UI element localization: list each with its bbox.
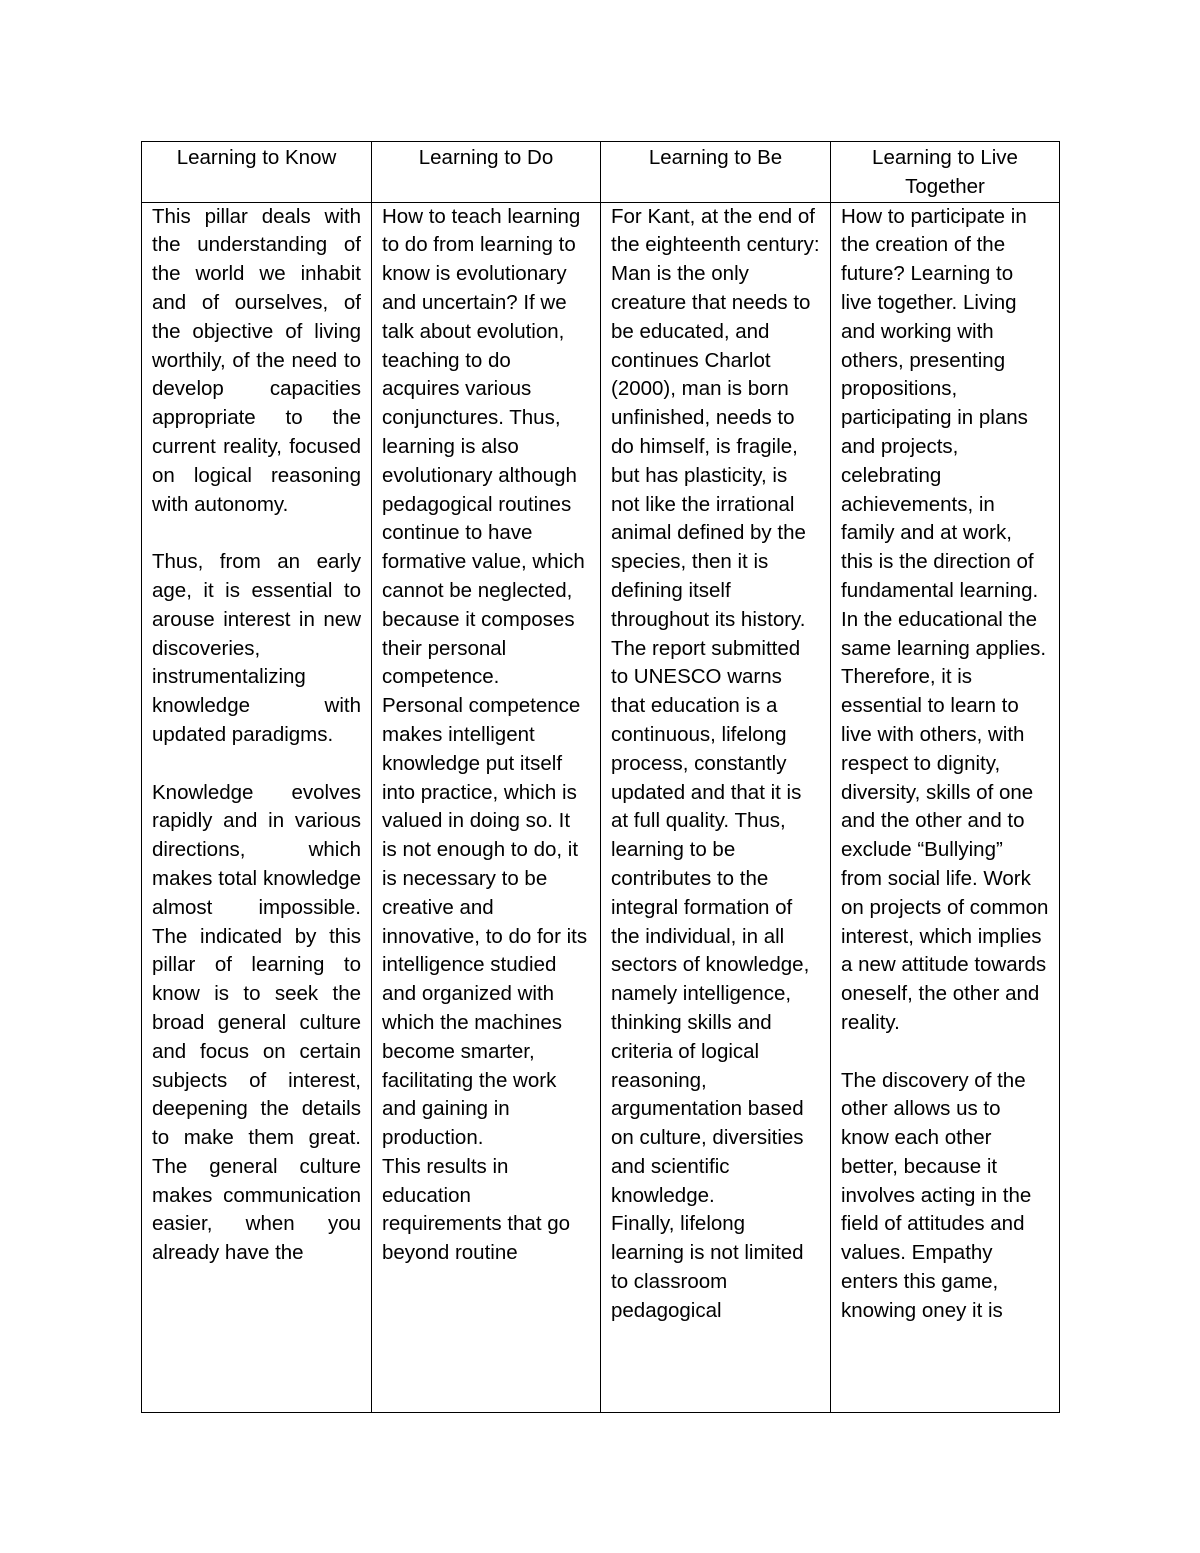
header-learning-to-do: Learning to Do — [372, 142, 601, 203]
header-learning-to-live-together: Learning to Live Together — [831, 142, 1060, 203]
pillars-table — [141, 141, 1060, 1413]
cell-learning-to-be — [601, 202, 831, 1412]
content-row — [142, 202, 1060, 1412]
know-paragraph-2: Thus, from an early age, it is essential to arouse interest in new discoveries, instrumentalizing knowledge with updated paradigms. — [152, 550, 361, 746]
cell-learning-to-know — [142, 202, 372, 1412]
do-paragraph-1: How to teach learning to do from learning to know is evolutionary and uncertain? If we talk about evolution, teaching to do acquires various conjunctures. Thus, learning is also evolutionary although pedagogical routines continue to have formative value, which cannot be neglected, because it composes their personal competence. — [382, 204, 585, 689]
cell-learning-to-do — [372, 202, 601, 1412]
header-learning-to-know: Learning to Know — [142, 142, 372, 203]
live-together-paragraph-1: How to participate in the creation of the future? Learning to live together. Living and working with others, presenting propositions, participating in plans and projects, celebrating achievements, in family and at work, this is the direction of fundamental learning. In the educational the same learning applies. Therefore, it is essential to learn to live with others, with respect to dignity, diversity, skills of one and the other and to exclude “Bullying” from social life. Work on projects of common interest, which implies a new attitude towards oneself, the other and reality. — [841, 204, 1049, 1034]
know-paragraph-1: This pillar deals with the understanding of the world we inhabit and of ourselves, of the objective of living worthily, of the need to develop capacities appropriate to the current reality, focused on logical reasoning with autonomy. — [152, 204, 361, 516]
header-row — [142, 142, 1060, 203]
be-paragraph-3: Finally, lifelong learning is not limited to classroom pedagogical — [611, 1212, 804, 1322]
header-learning-to-be: Learning to Be — [601, 142, 831, 203]
live-together-paragraph-2: The discovery of the other allows us to know each other better, because it involves acting in the field of attitudes and values. Empathy enters this game, knowing oney it is — [841, 1068, 1032, 1322]
do-paragraph-2: Personal competence makes intelligent knowledge put itself into practice, which is valued in doing so. It is not enough to do, it is necessary to be creative and innovative, to do for its intelligence studied and organized with which the machines become smarter, facilitating the work and gaining in production. — [382, 694, 588, 1150]
do-paragraph-3: This results in education requirements that go beyond routine — [382, 1154, 571, 1265]
know-paragraph-3: Knowledge evolves rapidly and in various directions, which makes total knowledge almost impossible. The indicated by this pillar of learning to know is to seek the broad general culture and focus on certain subjects of interest, deepening the details to make them great. The general culture makes communication easier, when you already have the — [152, 780, 361, 1265]
cell-learning-to-live-together — [831, 202, 1060, 1412]
be-paragraph-1: For Kant, at the end of the eighteenth century: Man is the only creature that needs to be educated, and continues Charlot (2000), man is born unfinished, needs to do himself, is fragile, but has plasticity, is not like the irrational animal defined by the species, then it is defining itself throughout its history. — [611, 204, 820, 631]
be-paragraph-2: The report submitted to UNESCO warns that education is a continuous, lifelong process, constantly updated and that it is at full quality. Thus, learning to be contributes to the integral formation of the individual, in all sectors of knowledge, namely intelligence, thinking skills and criteria of logical reasoning, argumentation based on culture, diversities and scientific knowledge. — [611, 636, 810, 1207]
